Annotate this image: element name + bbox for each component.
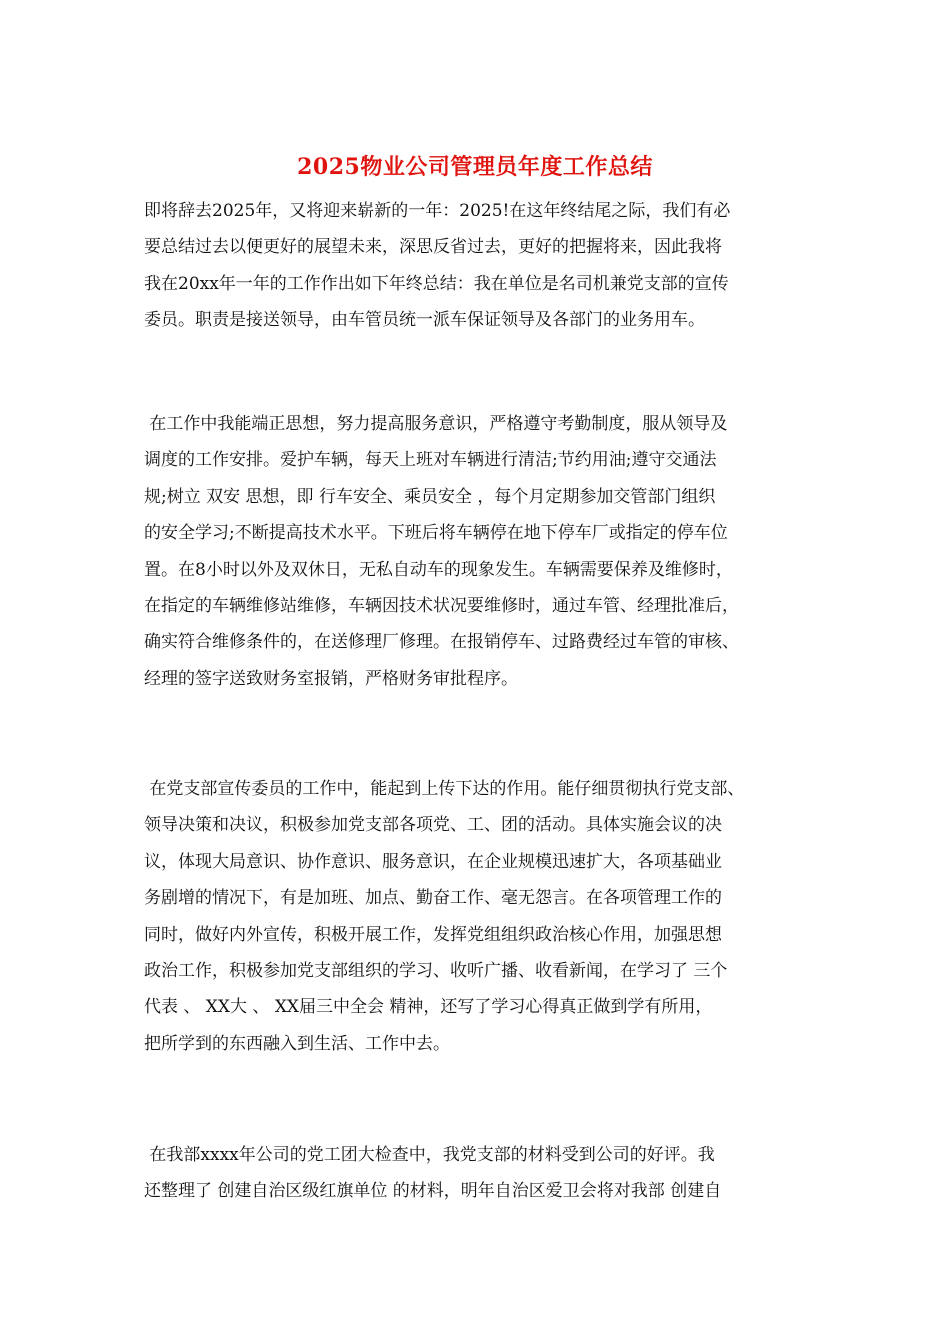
text-line: 委员。职责是接送领导，由车管员统一派车保证领导及各部门的业务用车。 (144, 310, 705, 331)
text-line: 在我部xxxx年公司的党工团大检查中，我党支部的材料受到公司的好评。我 (144, 1145, 715, 1165)
text-line: 在工作中我能端正思想，努力提高服务意识，严格遵守考勤制度，服从领导及 (144, 414, 728, 434)
text-line: 领导决策和决议，积极参加党支部各项党、工、团的活动。具体实施会议的决 (144, 815, 722, 836)
text-line: 确实符合维修条件的，在送修理厂修理。在报销停车、过路费经过车管的审核、 (144, 632, 739, 653)
text-line: 把所学到的东西融入到生活、工作中去。 (144, 1033, 450, 1054)
text-line: 我在20xx年一年的工作作出如下年终总结：我在单位是名司机兼党支部的宣传 (144, 273, 729, 294)
text-line: 经理的签字送致财务室报销，严格财务审批程序。 (144, 668, 518, 689)
text-line: 的安全学习;不断提高技术水平。下班后将车辆停在地下停车厂或指定的停车位 (144, 523, 728, 544)
paragraph-4 (144, 1137, 824, 1210)
text-line: 同时，做好内外宣传，积极开展工作，发挥党组组织政治核心作用，加强思想 (144, 924, 722, 945)
text-line: 即将辞去2025年，又将迎来崭新的一年：2025!在这年终结尾之际，我们有必 (144, 201, 731, 221)
text-line: 要总结过去以便更好的展望未来，深思反省过去，更好的把握将来，因此我将 (144, 237, 722, 258)
text-line: 置。在8小时以外及双休日，无私自动车的现象发生。车辆需要保养及维修时， (144, 559, 733, 580)
text-line: 务剧增的情况下，有是加班、加点、勤奋工作、毫无怨言。在各项管理工作的 (144, 888, 722, 909)
text-line: 在指定的车辆维修站维修，车辆因技术状况要维修时，通过车管、经理批准后， (144, 595, 739, 616)
text-line: 还整理了 创建自治区级红旗单位 的材料，明年自治区爱卫会将对我部 创建自 (144, 1181, 722, 1202)
text-line: 规;树立 双安 思想，即 行车安全、乘员安全 ，每个月定期参加交管部门组织 (144, 486, 716, 507)
document-title: 2025物业公司管理员年度工作总结 (297, 154, 653, 180)
text-line: 在党支部宣传委员的工作中，能起到上传下达的作用。能仔细贯彻执行党支部、 (144, 779, 745, 799)
paragraph-1 (144, 193, 824, 339)
text-line: 议，体现大局意识、协作意识、服务意识，在企业规模迅速扩大，各项基础业 (144, 851, 722, 872)
paragraph-3 (144, 771, 824, 1062)
text-line: 政治工作，积极参加党支部组织的学习、收听广播、收看新闻，在学习了 三个 (144, 960, 728, 981)
text-line: 代表 、 XX大 、 XX届三中全会 精神，还写了学习心得真正做到学有所用， (144, 997, 713, 1018)
text-line: 调度的工作安排。爱护车辆，每天上班对车辆进行清洁;节约用油;遵守交通法 (144, 450, 717, 471)
paragraph-2 (144, 406, 824, 697)
